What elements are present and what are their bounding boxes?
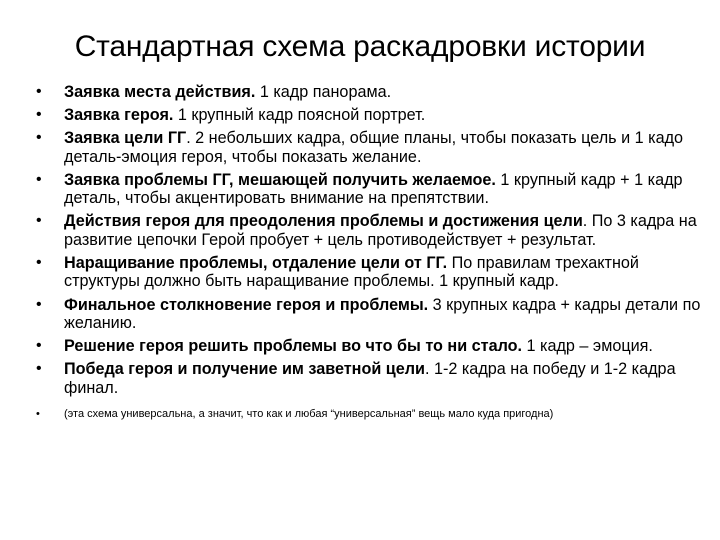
- item-bold-text: Решение героя решить проблемы во что бы то ни стало.: [64, 337, 523, 356]
- item-bold-text: Наращивание проблемы, отдаление цели от ГГ.: [64, 253, 448, 272]
- item-bold-text: Заявка проблемы ГГ, мешающей получить желаемое.: [64, 170, 496, 189]
- item-text: . 2 небольших кадра, общие планы, чтобы показать цель и 1 кадо деталь-эмоция героя, чтобы показать желание.: [64, 129, 684, 166]
- list-item: [36, 212, 716, 249]
- item-bold-text: Заявка места действия.: [64, 83, 256, 101]
- item-bold-text: Действия героя для преодоления проблемы и достижения цели: [64, 212, 583, 231]
- bullet: •: [36, 253, 42, 271]
- item-bold-text: Заявка цели ГГ: [64, 129, 187, 148]
- item-text: 3 крупных кадра + кадры детали по желанию.: [64, 295, 701, 333]
- bullet: •: [36, 129, 42, 147]
- item-text: . По 3 кадра на развитие цепочки Герой пробует + цель противодействует + результат.: [64, 212, 697, 249]
- footnote-text: (эта схема универсальна, а значит, что как и любая “универсальная” вещь мало куда пригодна): [64, 408, 554, 421]
- list-item: [36, 106, 716, 125]
- item-text: 1 кадр панорама.: [255, 83, 392, 101]
- item-text: По правилам трехактной структуры должно быть наращивание проблемы. 1 крупный кадр.: [64, 253, 639, 291]
- item-text: . 1-2 кадра на победу и 1-2 кадра финал.: [64, 360, 676, 397]
- list-item: [36, 337, 716, 356]
- storyboard-list: [36, 83, 716, 426]
- list-item: [36, 129, 716, 166]
- bullet: •: [36, 170, 42, 188]
- slide-title: Стандартная схема раскадровки истории: [74, 30, 646, 63]
- list-item: [36, 83, 716, 102]
- bullet: •: [36, 83, 42, 100]
- list-item: [36, 360, 716, 397]
- bullet: •: [36, 337, 42, 355]
- bullet: •: [36, 295, 42, 313]
- bullet: •: [36, 408, 40, 421]
- item-bold-text: Заявка героя.: [64, 106, 174, 125]
- bullet: •: [36, 212, 42, 230]
- item-bold-text: Победа героя и получение им заветной цели: [64, 360, 425, 379]
- bullet: •: [36, 360, 42, 378]
- list-item: [36, 171, 716, 208]
- footnote-item: [36, 407, 716, 421]
- list-item: [36, 254, 716, 291]
- item-text: 1 кадр – эмоция.: [522, 337, 653, 356]
- item-text: 1 крупный кадр + 1 кадр деталь, чтобы акцентировать внимание на препятствии.: [64, 170, 683, 208]
- item-text: 1 крупный кадр поясной портрет.: [173, 106, 426, 125]
- bullet: •: [36, 106, 42, 124]
- item-bold-text: Финальное столкновение героя и проблемы.: [64, 295, 429, 314]
- list-item: [36, 296, 716, 333]
